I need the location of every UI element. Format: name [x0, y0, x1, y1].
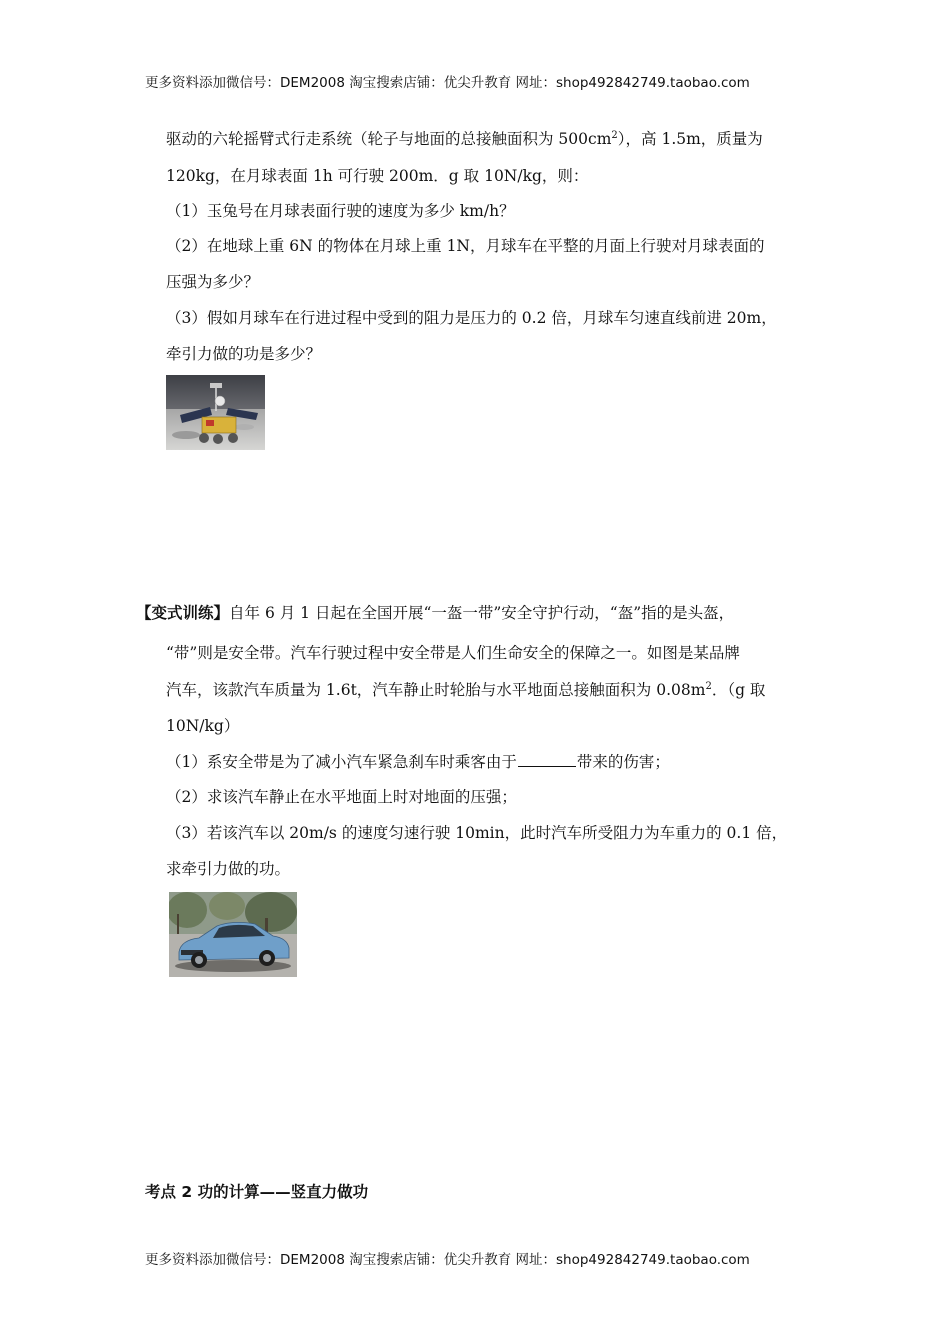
problem2-question1-text-a: （1）系安全带是为了减小汽车紧急刹车时乘客由于	[166, 753, 517, 771]
lunar-rover-photo	[166, 375, 265, 450]
car-photo	[169, 892, 297, 977]
problem1-line1	[166, 129, 763, 149]
problem1-question3-b: 牵引力做的功是多少？	[166, 345, 322, 363]
problem2-line3-sup: 2	[705, 680, 712, 692]
problem2-question3-a: （3）若该汽车以 20m/s 的速度匀速行驶 10min，此时汽车所受阻力为车重力的 0.1 倍，	[166, 824, 788, 842]
problem1-question1: （1）玉兔号在月球表面行驶的速度为多少 km/h？	[166, 202, 515, 220]
problem1-question2-a: （2）在地球上重 6N 的物体在月球上重 1N，月球车在平整的月面上行驶对月球表面的	[166, 237, 765, 255]
problem2-question2: （2）求该汽车静止在水平地面上时对地面的压强；	[166, 788, 517, 806]
problem1-question2-b: 压强为多少？	[166, 273, 260, 291]
problem2-line3-text-b: ．（g 取	[711, 681, 766, 699]
problem2-question1	[166, 752, 670, 772]
page-header: 更多资料添加微信号：DEM2008 淘宝搜索店铺：优尖升教育 网址：shop492842749.taobao.com	[145, 75, 750, 91]
answer-blank[interactable]	[518, 752, 576, 767]
problem2-line2: “带”则是安全带。汽车行驶过程中安全带是人们生命安全的保障之一。如图是某品牌	[166, 644, 740, 662]
problem1-question3-a: （3）假如月球车在行进过程中受到的阻力是压力的 0.2 倍，月球车匀速直线前进 20m，	[166, 309, 777, 327]
problem1-line1-text-a: 驱动的六轮摇臂式行走系统（轮子与地面的总接触面积为 500cm	[166, 130, 612, 148]
problem1-line1-text-b: ），高 1.5m，质量为	[617, 130, 763, 148]
problem1-line2: 120kg，在月球表面 1h 可行驶 200m．g 取 10N/kg，则：	[166, 167, 589, 185]
problem2-question1-text-b: 带来的伤害；	[576, 753, 670, 771]
section-heading: 考点 2 功的计算——竖直力做功	[145, 1183, 369, 1201]
problem2-line3-text-a: 汽车，该款汽车质量为 1.6t，汽车静止时轮胎与水平地面总接触面积为 0.08m	[166, 681, 706, 699]
problem1-line1-sup: 2	[611, 129, 618, 141]
page-footer: 更多资料添加微信号：DEM2008 淘宝搜索店铺：优尖升教育 网址：shop492842749.taobao.com	[145, 1252, 750, 1268]
problem2-line3	[166, 680, 765, 700]
problem2-question3-b: 求牵引力做的功。	[166, 860, 291, 878]
car-illustration	[169, 892, 297, 977]
problem2-tag: 【变式训练】	[136, 604, 230, 622]
problem2-line4: 10N/kg）	[166, 717, 240, 735]
problem2-line1	[136, 603, 734, 623]
problem2-line1-text: 自年 6 月 1 日起在全国开展“一盔一带”安全守护行动，“盔”指的是头盔，	[229, 604, 735, 622]
lunar-rover-illustration	[166, 375, 265, 450]
